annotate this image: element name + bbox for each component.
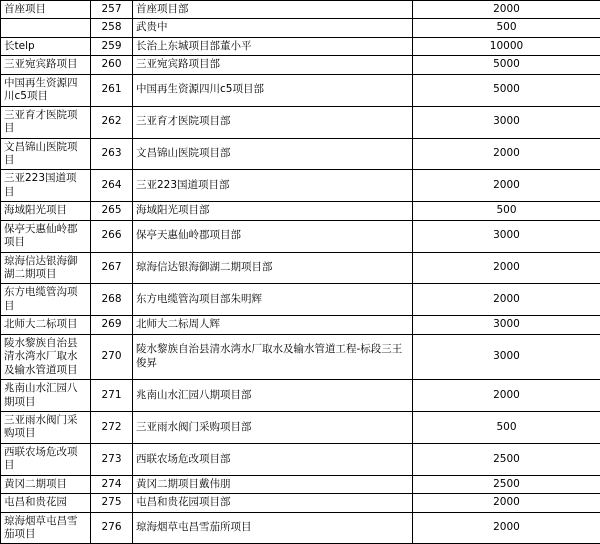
cell-amount[interactable]: 500	[413, 202, 600, 220]
cell-amount[interactable]: 500	[413, 19, 600, 37]
table-row[interactable]	[1, 380, 600, 412]
cell-department[interactable]: 首座项目部	[133, 1, 413, 19]
cell-project-name[interactable]: 陵水黎族自治县清水湾水厂取水及输水管道项目	[1, 334, 91, 379]
cell-amount[interactable]: 500	[413, 411, 600, 443]
cell-department[interactable]: 东方电缆管沟项目部朱明辉	[133, 284, 413, 316]
cell-number[interactable]: 266	[91, 220, 133, 252]
table-row[interactable]	[1, 334, 600, 379]
table-row[interactable]	[1, 202, 600, 220]
cell-project-name[interactable]: 屯昌和贵花园	[1, 494, 91, 512]
cell-amount[interactable]: 3000	[413, 220, 600, 252]
cell-number[interactable]: 269	[91, 316, 133, 334]
cell-department[interactable]: 琼海烟草屯昌雪茄所项目	[133, 512, 413, 544]
cell-amount[interactable]: 2000	[413, 494, 600, 512]
cell-amount[interactable]: 2000	[413, 512, 600, 544]
cell-number[interactable]: 275	[91, 494, 133, 512]
cell-project-name[interactable]: 长telp	[1, 37, 91, 55]
table-row[interactable]	[1, 316, 600, 334]
cell-department[interactable]: 保亭天惠仙岭郡项目部	[133, 220, 413, 252]
cell-department[interactable]: 三亚育才医院项目部	[133, 106, 413, 138]
cell-number[interactable]: 270	[91, 334, 133, 379]
cell-department[interactable]: 武贵中	[133, 19, 413, 37]
table-row[interactable]	[1, 19, 600, 37]
table-row[interactable]	[1, 37, 600, 55]
cell-amount[interactable]: 5000	[413, 56, 600, 74]
cell-number[interactable]: 276	[91, 512, 133, 544]
cell-project-name[interactable]: 东方电缆管沟项目	[1, 284, 91, 316]
cell-project-name[interactable]: 兆南山水汇园八期项目	[1, 380, 91, 412]
table-row[interactable]	[1, 512, 600, 544]
cell-amount[interactable]: 3000	[413, 316, 600, 334]
cell-amount[interactable]: 2000	[413, 380, 600, 412]
table-row[interactable]	[1, 138, 600, 170]
cell-department[interactable]: 兆南山水汇园八期项目部	[133, 380, 413, 412]
table-row[interactable]	[1, 252, 600, 284]
table-row[interactable]	[1, 56, 600, 74]
cell-department[interactable]: 文昌锦山医院项目部	[133, 138, 413, 170]
cell-project-name[interactable]: 海域阳光项目	[1, 202, 91, 220]
cell-number[interactable]: 268	[91, 284, 133, 316]
cell-department[interactable]: 北师大二标周人辉	[133, 316, 413, 334]
table-row[interactable]	[1, 1, 600, 19]
table-row[interactable]	[1, 411, 600, 443]
cell-department[interactable]: 三亚宛宾路项目部	[133, 56, 413, 74]
cell-project-name[interactable]: 文昌锦山医院项目	[1, 138, 91, 170]
table-row[interactable]	[1, 106, 600, 138]
cell-number[interactable]: 274	[91, 475, 133, 493]
cell-department[interactable]: 中国再生资源四川c5项目部	[133, 74, 413, 106]
cell-project-name[interactable]: 三亚育才医院项目	[1, 106, 91, 138]
cell-project-name[interactable]: 首座项目	[1, 1, 91, 19]
cell-project-name[interactable]	[1, 19, 91, 37]
table-row[interactable]	[1, 475, 600, 493]
table-row[interactable]	[1, 494, 600, 512]
table-row[interactable]	[1, 284, 600, 316]
cell-department[interactable]: 海域阳光项目部	[133, 202, 413, 220]
cell-number[interactable]: 273	[91, 443, 133, 475]
cell-project-name[interactable]: 中国再生资源四川c5项目	[1, 74, 91, 106]
cell-department[interactable]: 屯昌和贵花园项目部	[133, 494, 413, 512]
cell-number[interactable]: 267	[91, 252, 133, 284]
table-body	[1, 1, 600, 544]
cell-project-name[interactable]: 三亚雨水阀门采购项目	[1, 411, 91, 443]
cell-project-name[interactable]: 北师大二标项目	[1, 316, 91, 334]
cell-department[interactable]: 陵水黎族自治县清水湾水厂取水及输水管道工程-标段三王俊昇	[133, 334, 413, 379]
cell-project-name[interactable]: 保亭天惠仙岭郡项目	[1, 220, 91, 252]
cell-project-name[interactable]: 三亚宛宾路项目	[1, 56, 91, 74]
cell-amount[interactable]: 2000	[413, 284, 600, 316]
cell-amount[interactable]: 3000	[413, 106, 600, 138]
cell-amount[interactable]: 2000	[413, 170, 600, 202]
cell-department[interactable]: 西联农场危改项目部	[133, 443, 413, 475]
table-row[interactable]	[1, 170, 600, 202]
cell-amount[interactable]: 10000	[413, 37, 600, 55]
cell-amount[interactable]: 3000	[413, 334, 600, 379]
cell-amount[interactable]: 2000	[413, 1, 600, 19]
cell-amount[interactable]: 2500	[413, 443, 600, 475]
cell-number[interactable]: 261	[91, 74, 133, 106]
cell-number[interactable]: 271	[91, 380, 133, 412]
table-row[interactable]	[1, 220, 600, 252]
cell-number[interactable]: 264	[91, 170, 133, 202]
cell-department[interactable]: 三亚223国道项目部	[133, 170, 413, 202]
cell-number[interactable]: 262	[91, 106, 133, 138]
cell-number[interactable]: 272	[91, 411, 133, 443]
cell-amount[interactable]: 2000	[413, 138, 600, 170]
cell-project-name[interactable]: 三亚223国道项目	[1, 170, 91, 202]
cell-amount[interactable]: 2000	[413, 252, 600, 284]
cell-department[interactable]: 黄冈二期项目戴伟朋	[133, 475, 413, 493]
cell-amount[interactable]: 2500	[413, 475, 600, 493]
cell-number[interactable]: 265	[91, 202, 133, 220]
table-row[interactable]	[1, 74, 600, 106]
cell-number[interactable]: 259	[91, 37, 133, 55]
cell-project-name[interactable]: 西联农场危改项目	[1, 443, 91, 475]
cell-department[interactable]: 琼海信达银海御湖二期项目部	[133, 252, 413, 284]
cell-project-name[interactable]: 琼海烟草屯昌雪茄项目	[1, 512, 91, 544]
cell-department[interactable]: 长治上东城项目部董小平	[133, 37, 413, 55]
cell-number[interactable]: 257	[91, 1, 133, 19]
cell-number[interactable]: 260	[91, 56, 133, 74]
table-row[interactable]	[1, 443, 600, 475]
cell-amount[interactable]: 5000	[413, 74, 600, 106]
cell-department[interactable]: 三亚雨水阀门采购项目部	[133, 411, 413, 443]
cell-number[interactable]: 258	[91, 19, 133, 37]
cell-project-name[interactable]: 琼海信达银海御湖二期项目	[1, 252, 91, 284]
cell-project-name[interactable]: 黄冈二期项目	[1, 475, 91, 493]
cell-number[interactable]: 263	[91, 138, 133, 170]
